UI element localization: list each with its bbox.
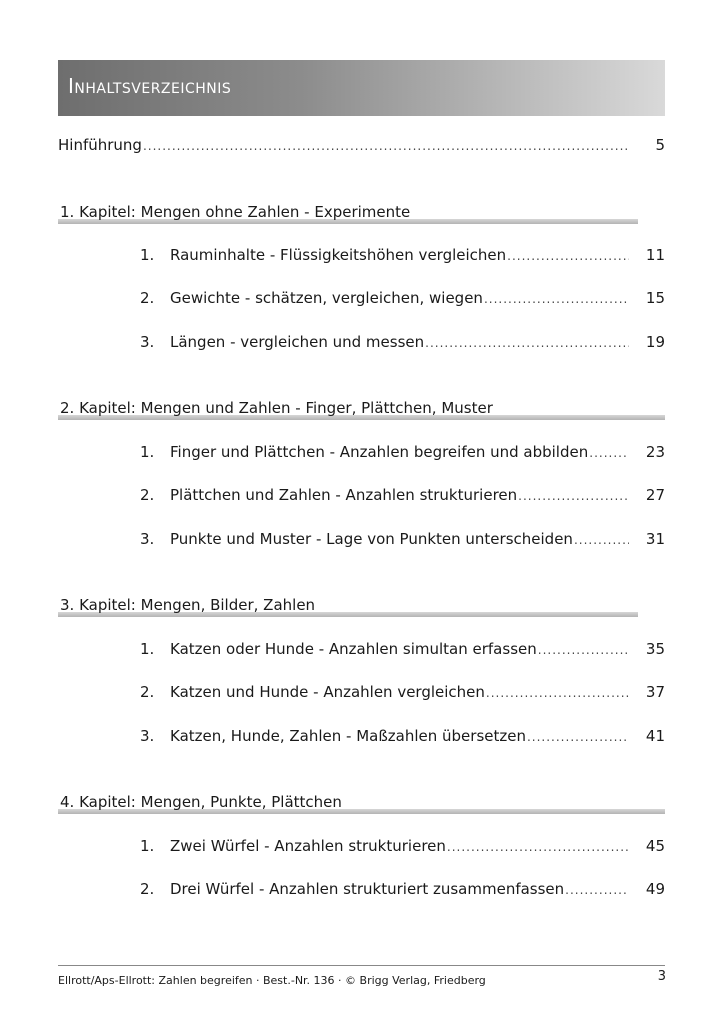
toc-entry-title: Zwei Würfel - Anzahlen strukturieren <box>170 837 446 855</box>
toc-entry-title: Katzen und Hunde - Anzahlen vergleichen <box>170 683 485 701</box>
dot-leader <box>486 686 629 700</box>
toc-entry-title: Gewichte - schätzen, vergleichen, wiegen <box>170 289 483 307</box>
footer-page-number: 3 <box>657 969 666 984</box>
toc-page-number: 31 <box>645 530 665 548</box>
page-title: Inhaltsverzeichnis <box>68 74 232 98</box>
chapter-heading-2 <box>58 399 665 423</box>
toc-entry-number: 2. <box>140 289 155 307</box>
toc-entry[interactable] <box>140 683 665 703</box>
toc-page-number: 15 <box>645 289 665 307</box>
toc-entry-title: Katzen oder Hunde - Anzahlen simultan erfassen <box>170 640 537 658</box>
toc-entry[interactable] <box>140 486 665 506</box>
dot-leader <box>565 883 629 897</box>
toc-entry[interactable] <box>140 530 665 550</box>
toc-page-number: 11 <box>645 246 665 264</box>
toc-entry-number: 2. <box>140 683 155 701</box>
toc-entry-number: 1. <box>140 837 155 855</box>
toc-entry[interactable] <box>140 333 665 353</box>
dot-leader <box>589 446 629 460</box>
toc-entry-title: Hinführung <box>58 136 142 154</box>
toc-page-number: 27 <box>645 486 665 504</box>
chapter-heading-4 <box>58 793 665 817</box>
toc-entry-number: 3. <box>140 727 155 745</box>
toc-entry-title: Längen - vergleichen und messen <box>170 333 425 351</box>
dot-leader <box>484 292 629 306</box>
toc-entry-number: 2. <box>140 880 155 898</box>
toc-entry-title: Drei Würfel - Anzahlen strukturiert zusammenfassen <box>170 880 565 898</box>
chapter-heading-3 <box>58 596 638 620</box>
toc-entry-intro[interactable] <box>58 136 665 156</box>
toc-page-number: 49 <box>645 880 665 898</box>
toc-entry-title: Finger und Plättchen - Anzahlen begreifen und abbilden <box>170 443 589 461</box>
chapter-title: 1. Kapitel: Mengen ohne Zahlen - Experimente <box>60 203 411 221</box>
toc-entry[interactable] <box>140 443 665 463</box>
chapter-title: 2. Kapitel: Mengen und Zahlen - Finger, Plättchen, Muster <box>60 399 493 417</box>
toc-page-number: 41 <box>645 727 665 745</box>
toc-entry-title: Rauminhalte - Flüssigkeitshöhen vergleichen <box>170 246 507 264</box>
toc-entry-title: Plättchen und Zahlen - Anzahlen strukturieren <box>170 486 518 504</box>
toc-entry-number: 3. <box>140 333 155 351</box>
toc-page-number: 37 <box>645 683 665 701</box>
dot-leader <box>447 840 629 854</box>
toc-entry-number: 1. <box>140 640 155 658</box>
toc-entry-number: 2. <box>140 486 155 504</box>
toc-entry[interactable] <box>140 246 665 266</box>
dot-leader <box>425 336 629 350</box>
dot-leader <box>507 249 629 263</box>
dot-leader <box>527 730 629 744</box>
toc-page-number: 5 <box>655 136 665 154</box>
toc-page-number: 19 <box>645 333 665 351</box>
chapter-heading-1 <box>58 203 638 227</box>
dot-leader <box>574 533 629 547</box>
toc-entry[interactable] <box>140 880 665 900</box>
toc-entry-title: Katzen, Hunde, Zahlen - Maßzahlen übersetzen <box>170 727 526 745</box>
dot-leader <box>143 139 629 153</box>
chapter-title: 3. Kapitel: Mengen, Bilder, Zahlen <box>60 596 316 614</box>
toc-entry[interactable] <box>140 837 665 857</box>
footer-divider <box>58 965 665 966</box>
toc-page-number: 45 <box>645 837 665 855</box>
toc-entry-title: Punkte und Muster - Lage von Punkten unterscheiden <box>170 530 573 548</box>
footer-citation: Ellrott/Aps-Ellrott: Zahlen begreifen · Best.-Nr. 136 · © Brigg Verlag, Friedberg <box>58 974 486 987</box>
chapter-title: 4. Kapitel: Mengen, Punkte, Plättchen <box>60 793 342 811</box>
header-banner <box>58 60 665 116</box>
toc-entry-number: 3. <box>140 530 155 548</box>
toc-page-number: 23 <box>645 443 665 461</box>
toc-entry-number: 1. <box>140 443 155 461</box>
dot-leader <box>518 489 629 503</box>
toc-page-number: 35 <box>645 640 665 658</box>
toc-entry[interactable] <box>140 640 665 660</box>
toc-entry-number: 1. <box>140 246 155 264</box>
toc-entry[interactable] <box>140 289 665 309</box>
dot-leader <box>538 643 629 657</box>
toc-entry[interactable] <box>140 727 665 747</box>
